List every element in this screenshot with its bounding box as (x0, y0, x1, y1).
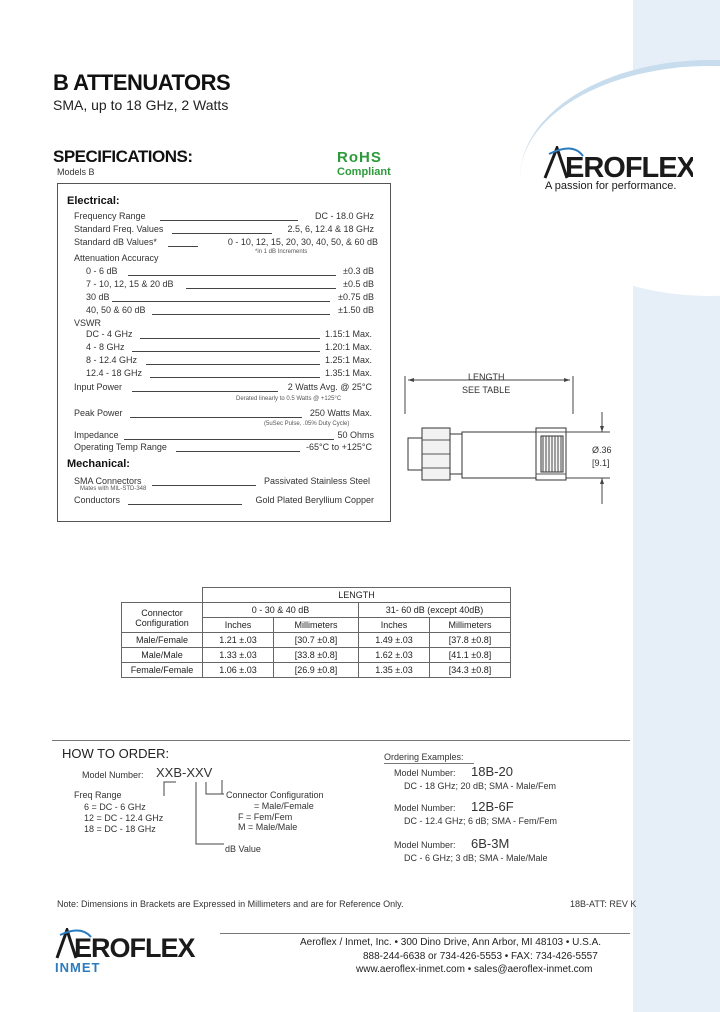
table-cell: Male/Female (122, 633, 203, 648)
vswr-label: DC - 4 GHz (86, 329, 133, 339)
example-model: 18B-20 (471, 764, 513, 779)
sub-header: Millimeters (274, 618, 359, 633)
sub-header: Inches (203, 618, 274, 633)
vswr-value: 1.15:1 Max. (324, 329, 372, 339)
spec-value: 0 - 10, 12, 15, 20, 30, 40, 50, & 60 dB (227, 237, 378, 247)
table-cell: Female/Female (122, 663, 203, 678)
group-header: 31- 60 dB (except 40dB) (359, 603, 511, 618)
leader-line (168, 246, 198, 247)
see-table-label: SEE TABLE (462, 385, 511, 395)
example-desc: DC - 12.4 GHz; 6 dB; SMA - Fem/Fem (404, 816, 558, 826)
input-power-value: 2 Watts Avg. @ 25°C (287, 382, 372, 392)
accuracy-value: ±1.50 dB (338, 305, 374, 315)
leader-line (140, 338, 320, 339)
input-power-label: Input Power (74, 382, 123, 392)
connector-option: = Male/Female (254, 801, 314, 811)
accuracy-label: 30 dB (86, 292, 110, 302)
examples-underline (384, 763, 474, 764)
table-cell: [37.8 ±0.8] (430, 633, 511, 648)
model-number-format: XXB-XXV (156, 765, 213, 780)
aeroflex-logo-mark (543, 146, 693, 180)
accuracy-value: ±0.5 dB (343, 279, 374, 289)
freq-option: 18 = DC - 18 GHz (84, 824, 156, 834)
electrical-heading: Electrical: (67, 195, 120, 207)
table-cell: 1.35 ±.03 (359, 663, 430, 678)
table-cell: Male/Male (122, 648, 203, 663)
vswr-label: 4 - 8 GHz (86, 342, 125, 352)
connector-config-label: Connector Configuration (226, 790, 324, 800)
accuracy-heading: Attenuation Accuracy (74, 253, 159, 263)
reference-note: Note: Dimensions in Brackets are Expressed in Millimeters and are for Reference Only. (57, 899, 404, 909)
section-divider (52, 740, 630, 741)
vswr-value: 1.20:1 Max. (324, 342, 372, 352)
example-label: Model Number: (394, 768, 456, 778)
diameter-label: Ø.36 (592, 445, 612, 455)
accuracy-label: 7 - 10, 12, 15 & 20 dB (86, 279, 174, 289)
footer-rule (220, 933, 630, 934)
spec-value: 2.5, 6, 12.4 & 18 GHz (287, 224, 374, 234)
tagline: A passion for performance. (545, 180, 677, 192)
table-row (122, 663, 511, 678)
example-label: Model Number: (394, 803, 456, 813)
freq-range-label: Freq Range (74, 790, 122, 800)
temp-label: Operating Temp Range (74, 442, 167, 452)
table-cell: 1.49 ±.03 (359, 633, 430, 648)
examples-heading: Ordering Examples: (384, 752, 464, 762)
footer-logo-mark (55, 928, 205, 960)
diameter-mm-label: [9.1] (592, 458, 610, 468)
accuracy-value: ±0.3 dB (343, 266, 374, 276)
footer-logo-text: EROFLEX (74, 933, 195, 960)
table-title: LENGTH (203, 588, 511, 603)
leader-line (112, 301, 330, 302)
conductors-value: Gold Plated Beryllium Copper (255, 495, 374, 505)
aeroflex-logo-text: EROFLEX (565, 152, 693, 180)
rohs-compliant: Compliant (337, 166, 391, 178)
spec-label: Standard Freq. Values (74, 224, 164, 234)
leader-line (152, 485, 256, 486)
attenuator-drawing (400, 362, 632, 518)
leader-line (128, 504, 242, 505)
example-model: 6B-3M (471, 836, 510, 851)
spec-label: Frequency Range (74, 211, 146, 221)
accuracy-value: ±0.75 dB (338, 292, 374, 302)
aeroflex-logo (543, 146, 693, 178)
connector-option: M = Male/Male (238, 822, 298, 832)
freq-option: 12 = DC - 12.4 GHz (84, 813, 164, 823)
table-cell: 1.21 ±.03 (203, 633, 274, 648)
leader-line (132, 391, 278, 392)
rohs-logo: RoHS (337, 149, 382, 166)
page-subtitle: SMA, up to 18 GHz, 2 Watts (53, 97, 229, 113)
vswr-value: 1.25:1 Max. (324, 355, 372, 365)
leader-line (146, 364, 320, 365)
vswr-heading: VSWR (74, 318, 101, 328)
db-note: *in 1 dB Increments (255, 249, 308, 255)
leader-line (172, 233, 272, 234)
table-cell: [41.1 ±0.8] (430, 648, 511, 663)
example-desc: DC - 6 GHz; 3 dB; SMA - Male/Male (404, 853, 548, 863)
peak-power-label: Peak Power (74, 408, 123, 418)
table-cell: 1.62 ±.03 (359, 648, 430, 663)
impedance-value: 50 Ohms (337, 430, 374, 440)
how-to-order-heading: HOW TO ORDER: (62, 746, 170, 761)
group-header: 0 - 30 & 40 dB (203, 603, 359, 618)
accuracy-label: 40, 50 & 60 dB (86, 305, 146, 315)
inmet-logo: INMET (55, 960, 101, 975)
page-title: B ATTENUATORS (53, 70, 231, 95)
example-desc: DC - 18 GHz; 20 dB; SMA - Male/Fem (404, 781, 557, 791)
connector-option: F = Fem/Fem (238, 812, 293, 822)
example-label: Model Number: (394, 840, 456, 850)
table-cell: 1.33 ±.03 (203, 648, 274, 663)
leader-line (152, 314, 330, 315)
mechanical-heading: Mechanical: (67, 458, 130, 470)
footer-phone: 888-244-6638 or 734-426-5553 • FAX: 734-426-5557 (363, 951, 598, 962)
model-number-label: Model Number: (82, 770, 144, 780)
impedance-label: Impedance (74, 430, 119, 440)
vswr-value: 1.35:1 Max. (324, 368, 372, 378)
leader-line (124, 439, 334, 440)
sub-header: Inches (359, 618, 430, 633)
leader-line (176, 451, 300, 452)
vswr-label: 8 - 12.4 GHz (86, 355, 138, 365)
peak-power-value: 250 Watts Max. (309, 408, 372, 418)
leader-line (150, 377, 320, 378)
leader-line (128, 275, 336, 276)
conductors-label: Conductors (74, 495, 121, 505)
table-cell: [30.7 ±0.8] (274, 633, 359, 648)
leader-line (132, 351, 320, 352)
revision-label: 18B-ATT: REV K (570, 899, 637, 909)
footer-web: www.aeroflex-inmet.com • sales@aeroflex-inmet.com (356, 964, 593, 975)
table-cell: [34.3 ±0.8] (430, 663, 511, 678)
leader-line (186, 288, 336, 289)
freq-option: 6 = DC - 6 GHz (84, 802, 146, 812)
example-model: 12B-6F (471, 799, 514, 814)
models-label: Models B (57, 167, 95, 177)
temp-value: -65°C to +125°C (306, 442, 372, 452)
order-connector-lines (120, 778, 240, 850)
table-cell: [26.9 ±0.8] (274, 663, 359, 678)
table-row (122, 648, 511, 663)
leader-line (130, 417, 302, 418)
sma-value: Passivated Stainless Steel (263, 476, 370, 486)
accuracy-label: 0 - 6 dB (86, 266, 118, 276)
sma-label: SMA Connectors (74, 476, 142, 486)
sma-note: Mates with MIL-STD-348 (80, 486, 147, 492)
sub-header: Millimeters (430, 618, 511, 633)
spec-label: Standard dB Values* (74, 237, 157, 247)
length-table (121, 587, 511, 678)
input-power-note: Derated linearly to 0.5 Watts @ +125°C (236, 396, 342, 402)
vswr-label: 12.4 - 18 GHz (86, 368, 143, 378)
table-row (122, 633, 511, 648)
config-header: Connector Configuration (122, 603, 203, 633)
length-label: LENGTH (468, 372, 505, 382)
spec-value: DC - 18.0 GHz (314, 211, 374, 221)
table-cell: [33.8 ±0.8] (274, 648, 359, 663)
table-cell: 1.06 ±.03 (203, 663, 274, 678)
peak-power-note: (5uSec Pulse, .05% Duty Cycle) (264, 421, 350, 427)
specifications-heading: SPECIFICATIONS: (53, 147, 193, 166)
leader-line (160, 220, 298, 221)
footer-address: Aeroflex / Inmet, Inc. • 300 Dino Drive, Ann Arbor, MI 48103 • U.S.A. (300, 937, 602, 948)
table-blank (122, 588, 203, 603)
db-value-label: dB Value (225, 844, 261, 854)
